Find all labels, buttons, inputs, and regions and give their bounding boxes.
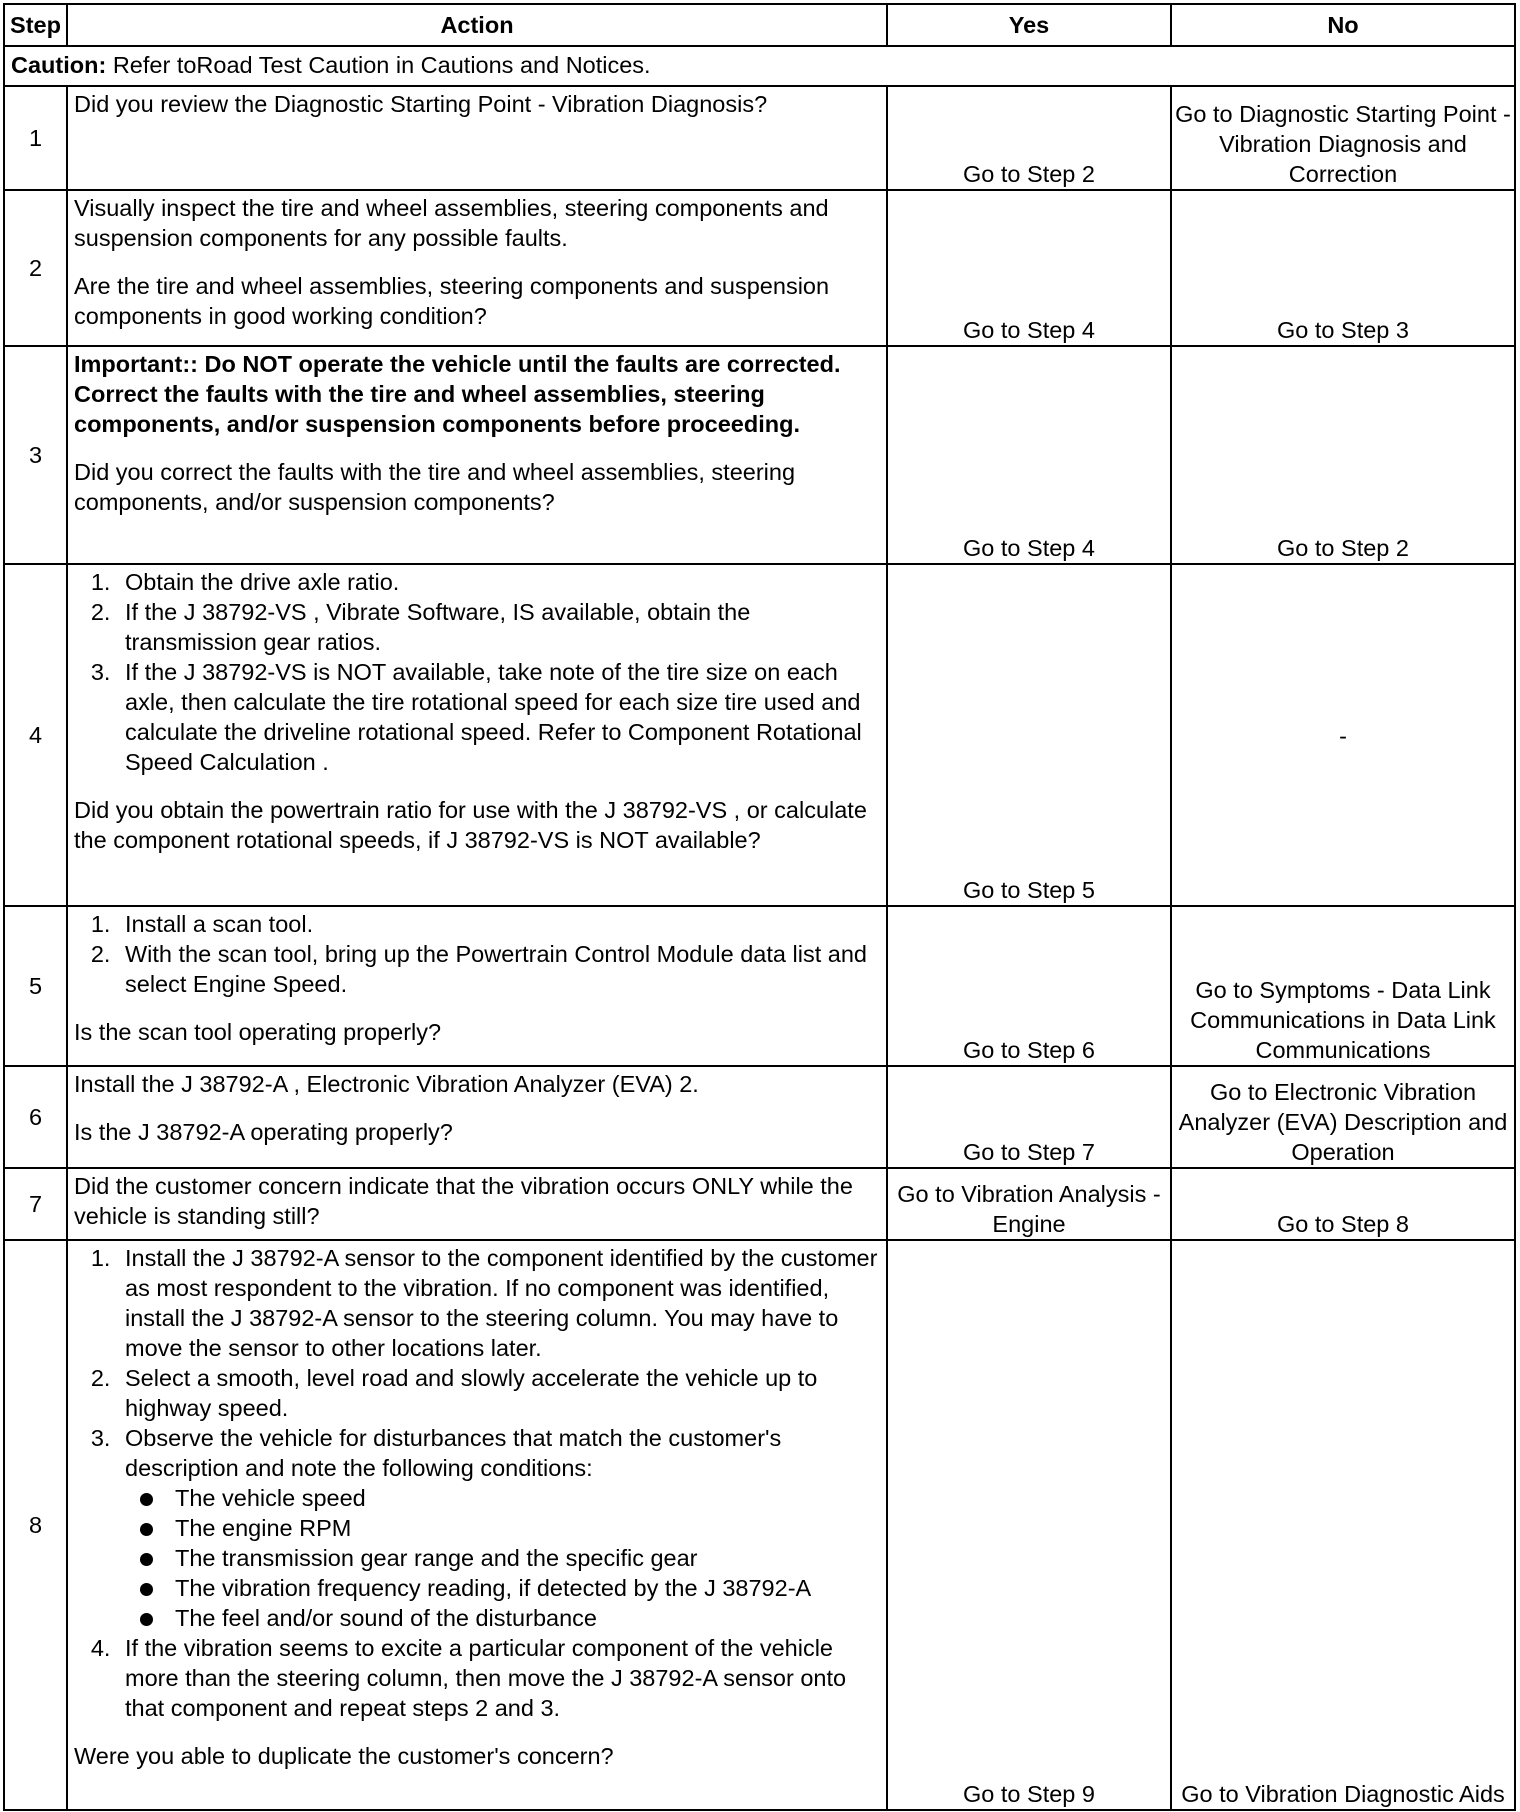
action-question: Did the customer concern indicate that the vibration occurs ONLY while the vehicle is standing still? <box>74 1173 853 1229</box>
yes-cell: Go to Vibration Analysis - Engine <box>887 1168 1171 1240</box>
action-cell <box>67 346 887 564</box>
header-row <box>4 4 1515 46</box>
no-cell: Go to Electronic Vibration Analyzer (EVA) Description and Operation <box>1171 1066 1515 1168</box>
table-row <box>4 86 1515 190</box>
bullet-text: The engine RPM <box>175 1515 352 1541</box>
no-cell: Go to Step 8 <box>1171 1168 1515 1240</box>
table-row <box>4 1168 1515 1240</box>
step-number: 3 <box>4 346 67 564</box>
yes-cell: Go to Step 4 <box>887 346 1171 564</box>
header-step: Step <box>4 4 67 46</box>
yes-cell: Go to Step 6 <box>887 906 1171 1066</box>
important-note: Important:: Do NOT operate the vehicle until the faults are corrected. Correct the faults with the tire and wheel assemblies, steering components, and/or suspension components before proceeding. <box>74 351 841 437</box>
bullet-text: The vehicle speed <box>175 1485 366 1511</box>
bullet-icon <box>140 1583 153 1596</box>
action-cell <box>67 1240 887 1810</box>
table-row <box>4 190 1515 346</box>
diagnostic-table <box>3 3 1516 1811</box>
bullet-text: The feel and/or sound of the disturbance <box>175 1605 597 1631</box>
no-cell: Go to Vibration Diagnostic Aids <box>1171 1240 1515 1810</box>
bullet-icon <box>140 1613 153 1626</box>
list-item: 3. If the J 38792-VS is NOT available, take note of the tire size on each axle, then calculate the tire rotational speed for each size tire used and calculate the driveline rotational speed. Refer to Component Rotational Speed Calculation . <box>117 657 880 777</box>
table-row <box>4 564 1515 906</box>
yes-cell: Go to Step 9 <box>887 1240 1171 1810</box>
list-item: 2. If the J 38792-VS , Vibrate Software, IS available, obtain the transmission gear ratios. <box>117 597 880 657</box>
action-instruction: Install the J 38792-A , Electronic Vibration Analyzer (EVA) 2. <box>74 1071 699 1097</box>
action-question: Is the scan tool operating properly? <box>74 1019 442 1045</box>
yes-cell: Go to Step 2 <box>887 86 1171 190</box>
list-item: 1. Obtain the drive axle ratio. <box>117 567 880 597</box>
bullet-item <box>163 1483 880 1513</box>
conditions-list <box>125 1483 880 1633</box>
no-cell: Go to Step 2 <box>1171 346 1515 564</box>
header-no: No <box>1171 4 1515 46</box>
procedure-list <box>74 1243 880 1723</box>
bullet-item <box>163 1573 880 1603</box>
bullet-text: The transmission gear range and the specific gear <box>175 1545 698 1571</box>
action-cell <box>67 190 887 346</box>
procedure-list <box>74 567 880 777</box>
list-item: 2. With the scan tool, bring up the Powertrain Control Module data list and select Engine Speed. <box>117 939 880 999</box>
table-row <box>4 346 1515 564</box>
action-question: Is the J 38792-A operating properly? <box>74 1119 453 1145</box>
yes-cell: Go to Step 5 <box>887 564 1171 906</box>
header-action: Action <box>67 4 887 46</box>
table-row <box>4 906 1515 1066</box>
step-number: 7 <box>4 1168 67 1240</box>
list-item: 1. Install the J 38792-A sensor to the component identified by the customer as most respondent to the vibration. If no component was identified, install the J 38792-A sensor to the steering column. You may have to move the sensor to other locations later. <box>117 1243 880 1363</box>
step-number: 5 <box>4 906 67 1066</box>
caution-label: Caution: <box>11 52 107 78</box>
action-question: Did you correct the faults with the tire and wheel assemblies, steering components, and/or suspension components? <box>74 459 796 515</box>
step-number: 1 <box>4 86 67 190</box>
step-number: 2 <box>4 190 67 346</box>
step-number: 8 <box>4 1240 67 1810</box>
no-cell: Go to Symptoms - Data Link Communications in Data Link Communications <box>1171 906 1515 1066</box>
list-item: 1. Install a scan tool. <box>117 909 880 939</box>
bullet-item <box>163 1543 880 1573</box>
action-question: Were you able to duplicate the customer's concern? <box>74 1743 614 1769</box>
step-number: 4 <box>4 564 67 906</box>
caution-text: Refer toRoad Test Caution in Cautions and Notices. <box>106 52 651 78</box>
action-instruction: Visually inspect the tire and wheel assemblies, steering components and suspension components for any possible faults. <box>74 195 829 251</box>
no-cell: Go to Step 3 <box>1171 190 1515 346</box>
bullet-icon <box>140 1523 153 1536</box>
no-cell: Go to Diagnostic Starting Point - Vibration Diagnosis and Correction <box>1171 86 1515 190</box>
step-number: 6 <box>4 1066 67 1168</box>
caution-cell <box>4 46 1515 86</box>
bullet-icon <box>140 1553 153 1566</box>
list-item: 2. Select a smooth, level road and slowly accelerate the vehicle up to highway speed. <box>117 1363 880 1423</box>
header-yes: Yes <box>887 4 1171 46</box>
table-row <box>4 1066 1515 1168</box>
action-cell <box>67 86 887 190</box>
action-question: Did you review the Diagnostic Starting Point - Vibration Diagnosis? <box>74 91 768 117</box>
no-cell: - <box>1171 564 1515 906</box>
caution-row <box>4 46 1515 86</box>
bullet-icon <box>140 1493 153 1506</box>
action-cell <box>67 1168 887 1240</box>
list-item <box>117 1423 880 1633</box>
list-item-text: Observe the vehicle for disturbances that match the customer's description and note the following conditions: <box>125 1425 782 1481</box>
bullet-item <box>163 1603 880 1633</box>
action-question: Are the tire and wheel assemblies, steering components and suspension components in good working condition? <box>74 273 830 329</box>
bullet-text: The vibration frequency reading, if detected by the J 38792-A <box>175 1575 812 1601</box>
yes-cell: Go to Step 4 <box>887 190 1171 346</box>
procedure-list <box>74 909 880 999</box>
action-cell <box>67 906 887 1066</box>
table-row <box>4 1240 1515 1810</box>
action-question: Did you obtain the powertrain ratio for use with the J 38792-VS , or calculate the component rotational speeds, if J 38792-VS is NOT available? <box>74 797 867 853</box>
action-cell <box>67 564 887 906</box>
bullet-item <box>163 1513 880 1543</box>
action-cell <box>67 1066 887 1168</box>
yes-cell: Go to Step 7 <box>887 1066 1171 1168</box>
list-item: 4. If the vibration seems to excite a particular component of the vehicle more than the steering column, then move the J 38792-A sensor onto that component and repeat steps 2 and 3. <box>117 1633 880 1723</box>
